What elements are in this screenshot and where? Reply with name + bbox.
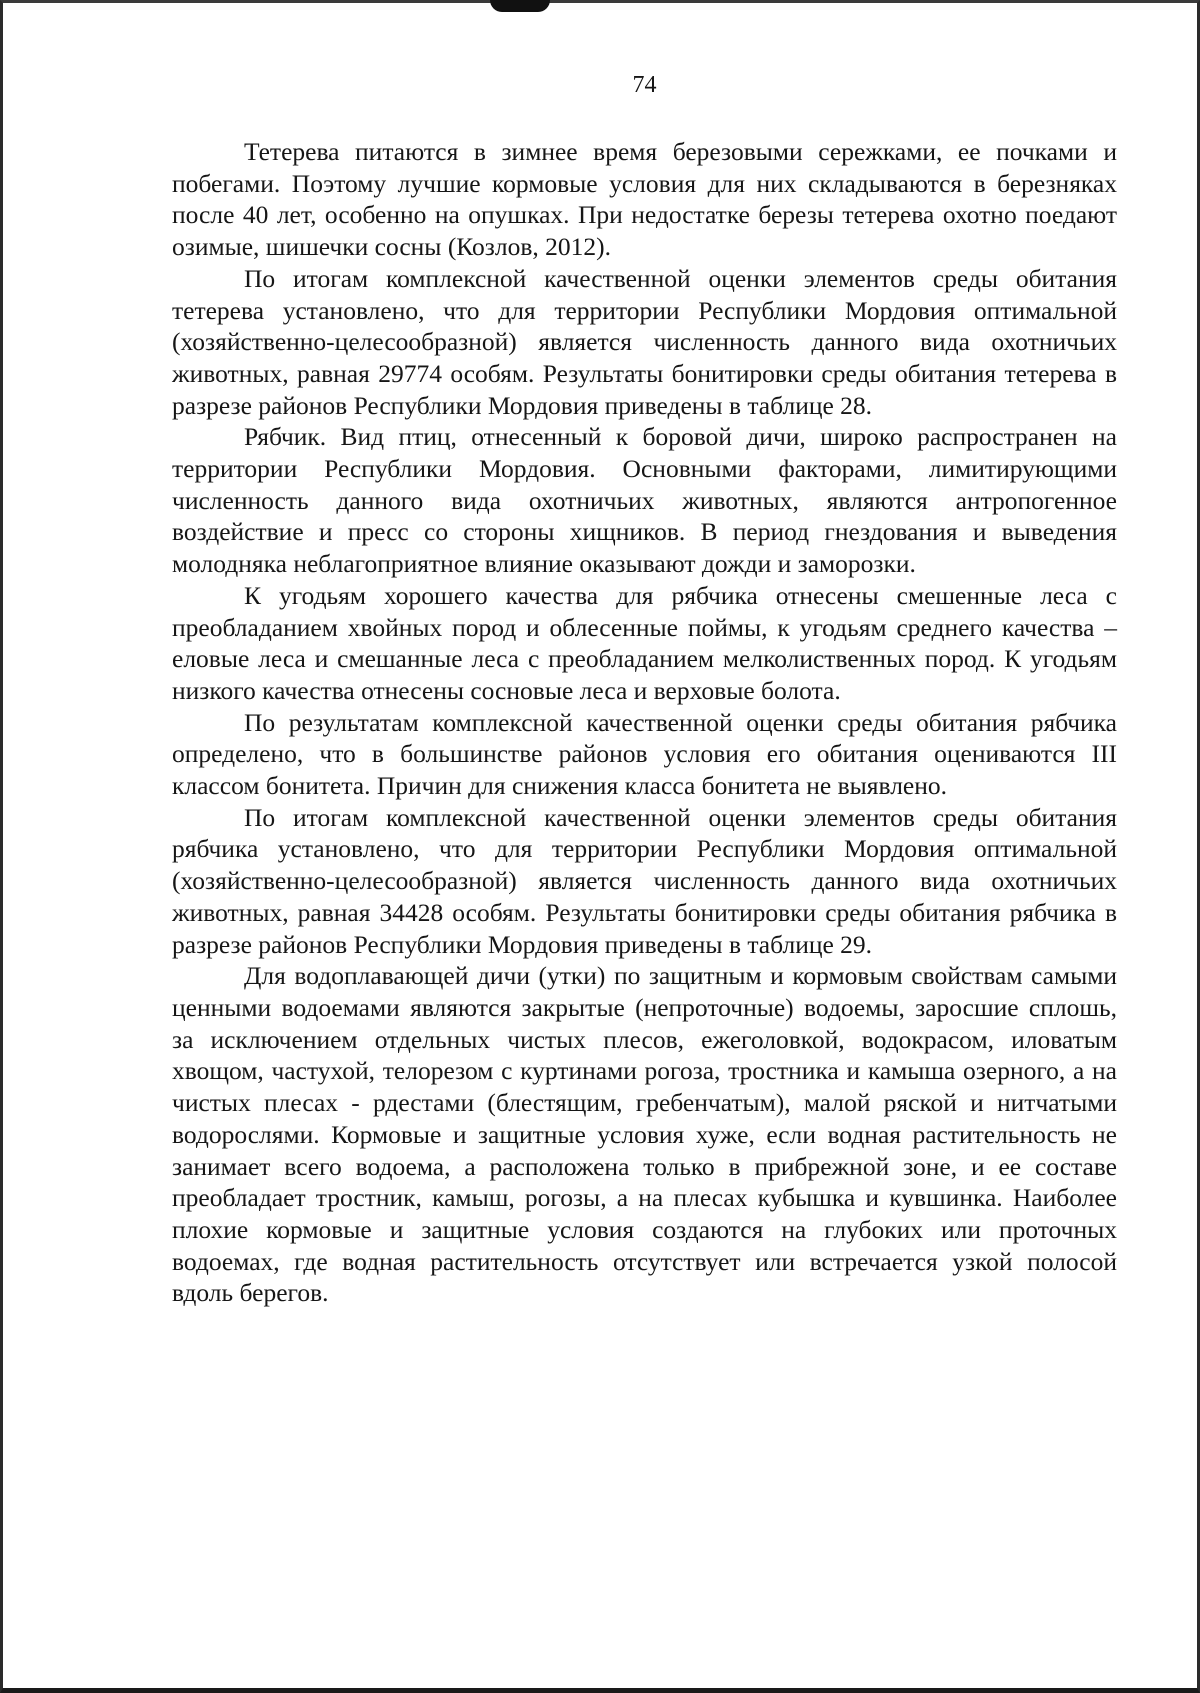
body-text [172, 136, 1117, 1309]
paragraph-black-grouse-population: По итогам комплексной качественной оценки элементов среды обитания тетерева установлено, что для территории Республики Мордовия оптимальной (хозяйственно-целесообразной) является численность данного вида охотничьих животных, равная 29774 особям. Результаты бонитировки среды обитания тетерева в разрезе районов Республики Мордовия приведены в таблице 28. [172, 263, 1117, 420]
paragraph-black-grouse-feeding: Тетерева питаются в зимнее время березовыми сережками, ее почками и побегами. Поэтому лучшие кормовые условия для них складываются в березняках после 40 лет, особенно на опушках. При недостатке березы тетерева охотно поедают озимые, шишечки сосны (Козлов, 2012). [172, 137, 1117, 262]
paragraph-waterfowl: Для водоплавающей дичи (утки) по защитным и кормовым свойствам самыми ценными водоемами являются закрытые (непроточные) водоемы, заросшие сплошь, за исключением отдельных чистых плесов, ежеголовкой, водокрасом, иловатым хвощом, частухой, телорезом с куртинами рогоза, тростника и камыша озерного, а на чистых плесах - рдестами (блестящим, гребенчатым), малой ряской и нитчатыми водорослями. Кормовые и защитные условия хуже, если водная растительность не занимает всего водоема, а расположена только в прибрежной зоне, и ее составе преобладает тростник, камыш, рогозы, а на плесах кубышка и кувшинка. Наиболее плохие кормовые и защитные условия создаются на глубоких или проточных водоемах, где водная растительность отсутствует или встречается узкой полосой вдоль берегов. [172, 961, 1117, 1308]
page-number: 74 [632, 72, 657, 98]
paragraph-hazel-grouse-habitat: К угодьям хорошего качества для рябчика отнесены смешенные леса с преобладанием хвойных пород и облесенные поймы, к угодьям среднего качества – еловые леса и смешанные леса с преобладанием мелколиственных пород. К угодьям низкого качества отнесены сосновые леса и верховые болота. [172, 580, 1117, 705]
paragraph-hazel-grouse-population: По итогам комплексной качественной оценки элементов среды обитания рябчика установлено, что для территории Республики Мордовия оптимальной (хозяйственно-целесообразной) является численность данного вида охотничьих животных, равная 34428 особям. Результаты бонитировки среды обитания рябчика в разрезе районов Республики Мордовия приведены в таблице 29. [172, 802, 1117, 959]
binder-hole [490, 0, 550, 12]
paragraph-hazel-grouse-intro: Рябчик. Вид птиц, отнесенный к боровой дичи, широко распространен на территории Республики Мордовия. Основными факторами, лимитирующими численность данного вида охотничьих животных, являются антропогенное воздействие и пресс со стороны хищников. В период гнездования и выведения молодняка неблагоприятное влияние оказывают дожди и заморозки. [172, 422, 1117, 579]
paragraph-hazel-grouse-bonitet: По результатам комплексной качественной оценки среды обитания рябчика определено, что в большинстве районов условия его обитания оцениваются III классом бонитета. Причин для снижения класса бонитета не выявлено. [172, 707, 1117, 801]
